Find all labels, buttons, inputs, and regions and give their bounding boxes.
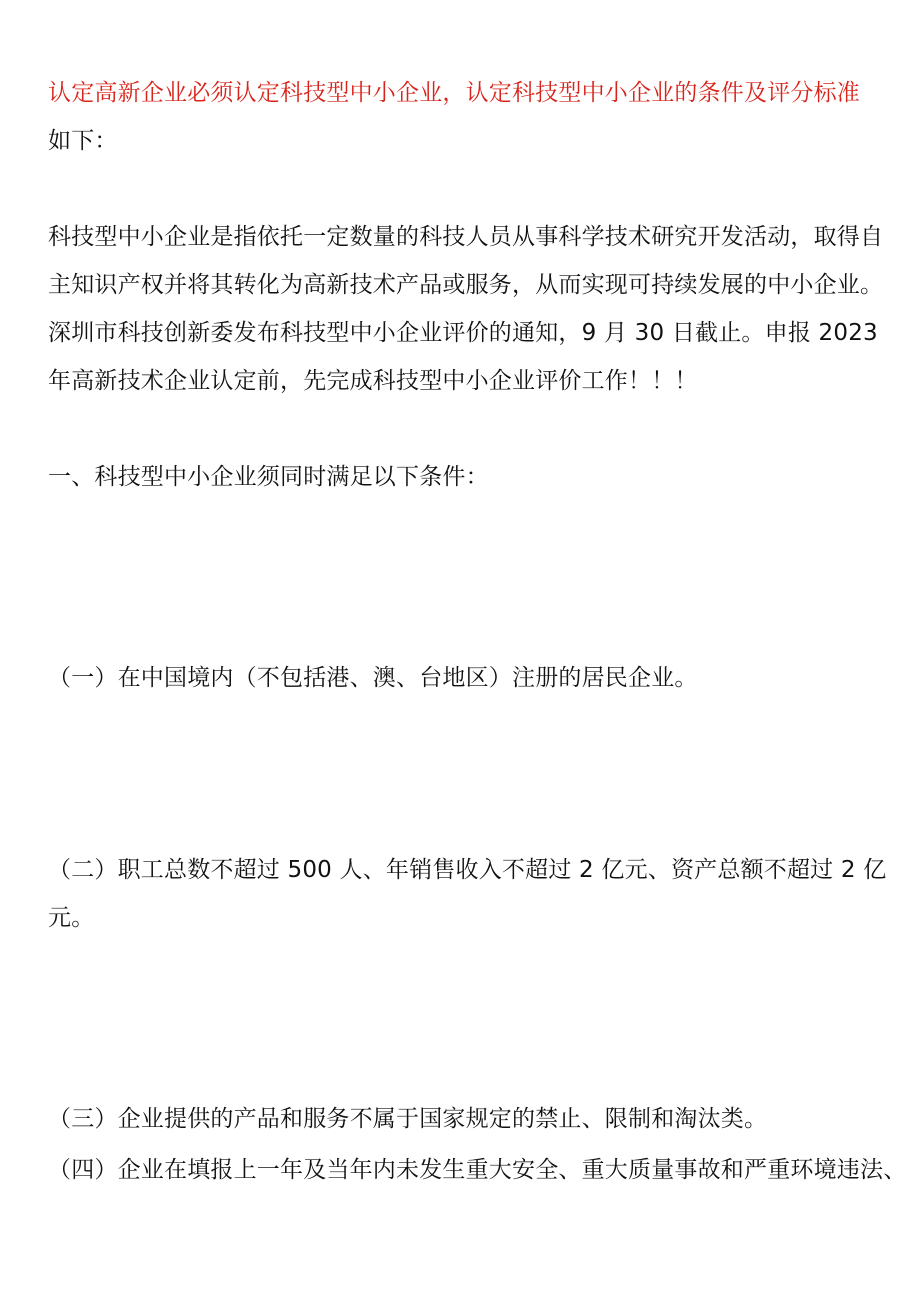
header-line-2: 如下： (48, 128, 118, 154)
condition-4: （四）企业在填报上一年及当年内未发生重大安全、重大质量事故和严重环境违法、 (48, 1157, 907, 1183)
condition-2-line-1: （二）职工总数不超过 500 人、年销售收入不超过 2 亿元、资产总额不超过 2 亿 (48, 857, 887, 883)
condition-3: （三）企业提供的产品和服务不属于国家规定的禁止、限制和淘汰类。 (48, 1106, 768, 1132)
intro-line-4: 年高新技术企业认定前，先完成科技型中小企业评价工作！！！ (48, 368, 698, 394)
intro-line-1: 科技型中小企业是指依托一定数量的科技人员从事科学技术研究开发活动，取得自 (48, 224, 884, 250)
header-line-1: 认定高新企业必须认定科技型中小企业，认定科技型中小企业的条件及评分标准 (48, 80, 860, 106)
intro-line-2: 主知识产权并将其转化为高新技术产品或服务，从而实现可持续发展的中小企业。 (48, 272, 884, 298)
condition-2-line-2: 元。 (48, 905, 95, 931)
section-title: 一、科技型中小企业须同时满足以下条件： (48, 464, 489, 490)
condition-1: （一）在中国境内（不包括港、澳、台地区）注册的居民企业。 (48, 665, 698, 691)
intro-line-3: 深圳市科技创新委发布科技型中小企业评价的通知，9 月 30 日截止。申报 2023 (48, 320, 878, 346)
